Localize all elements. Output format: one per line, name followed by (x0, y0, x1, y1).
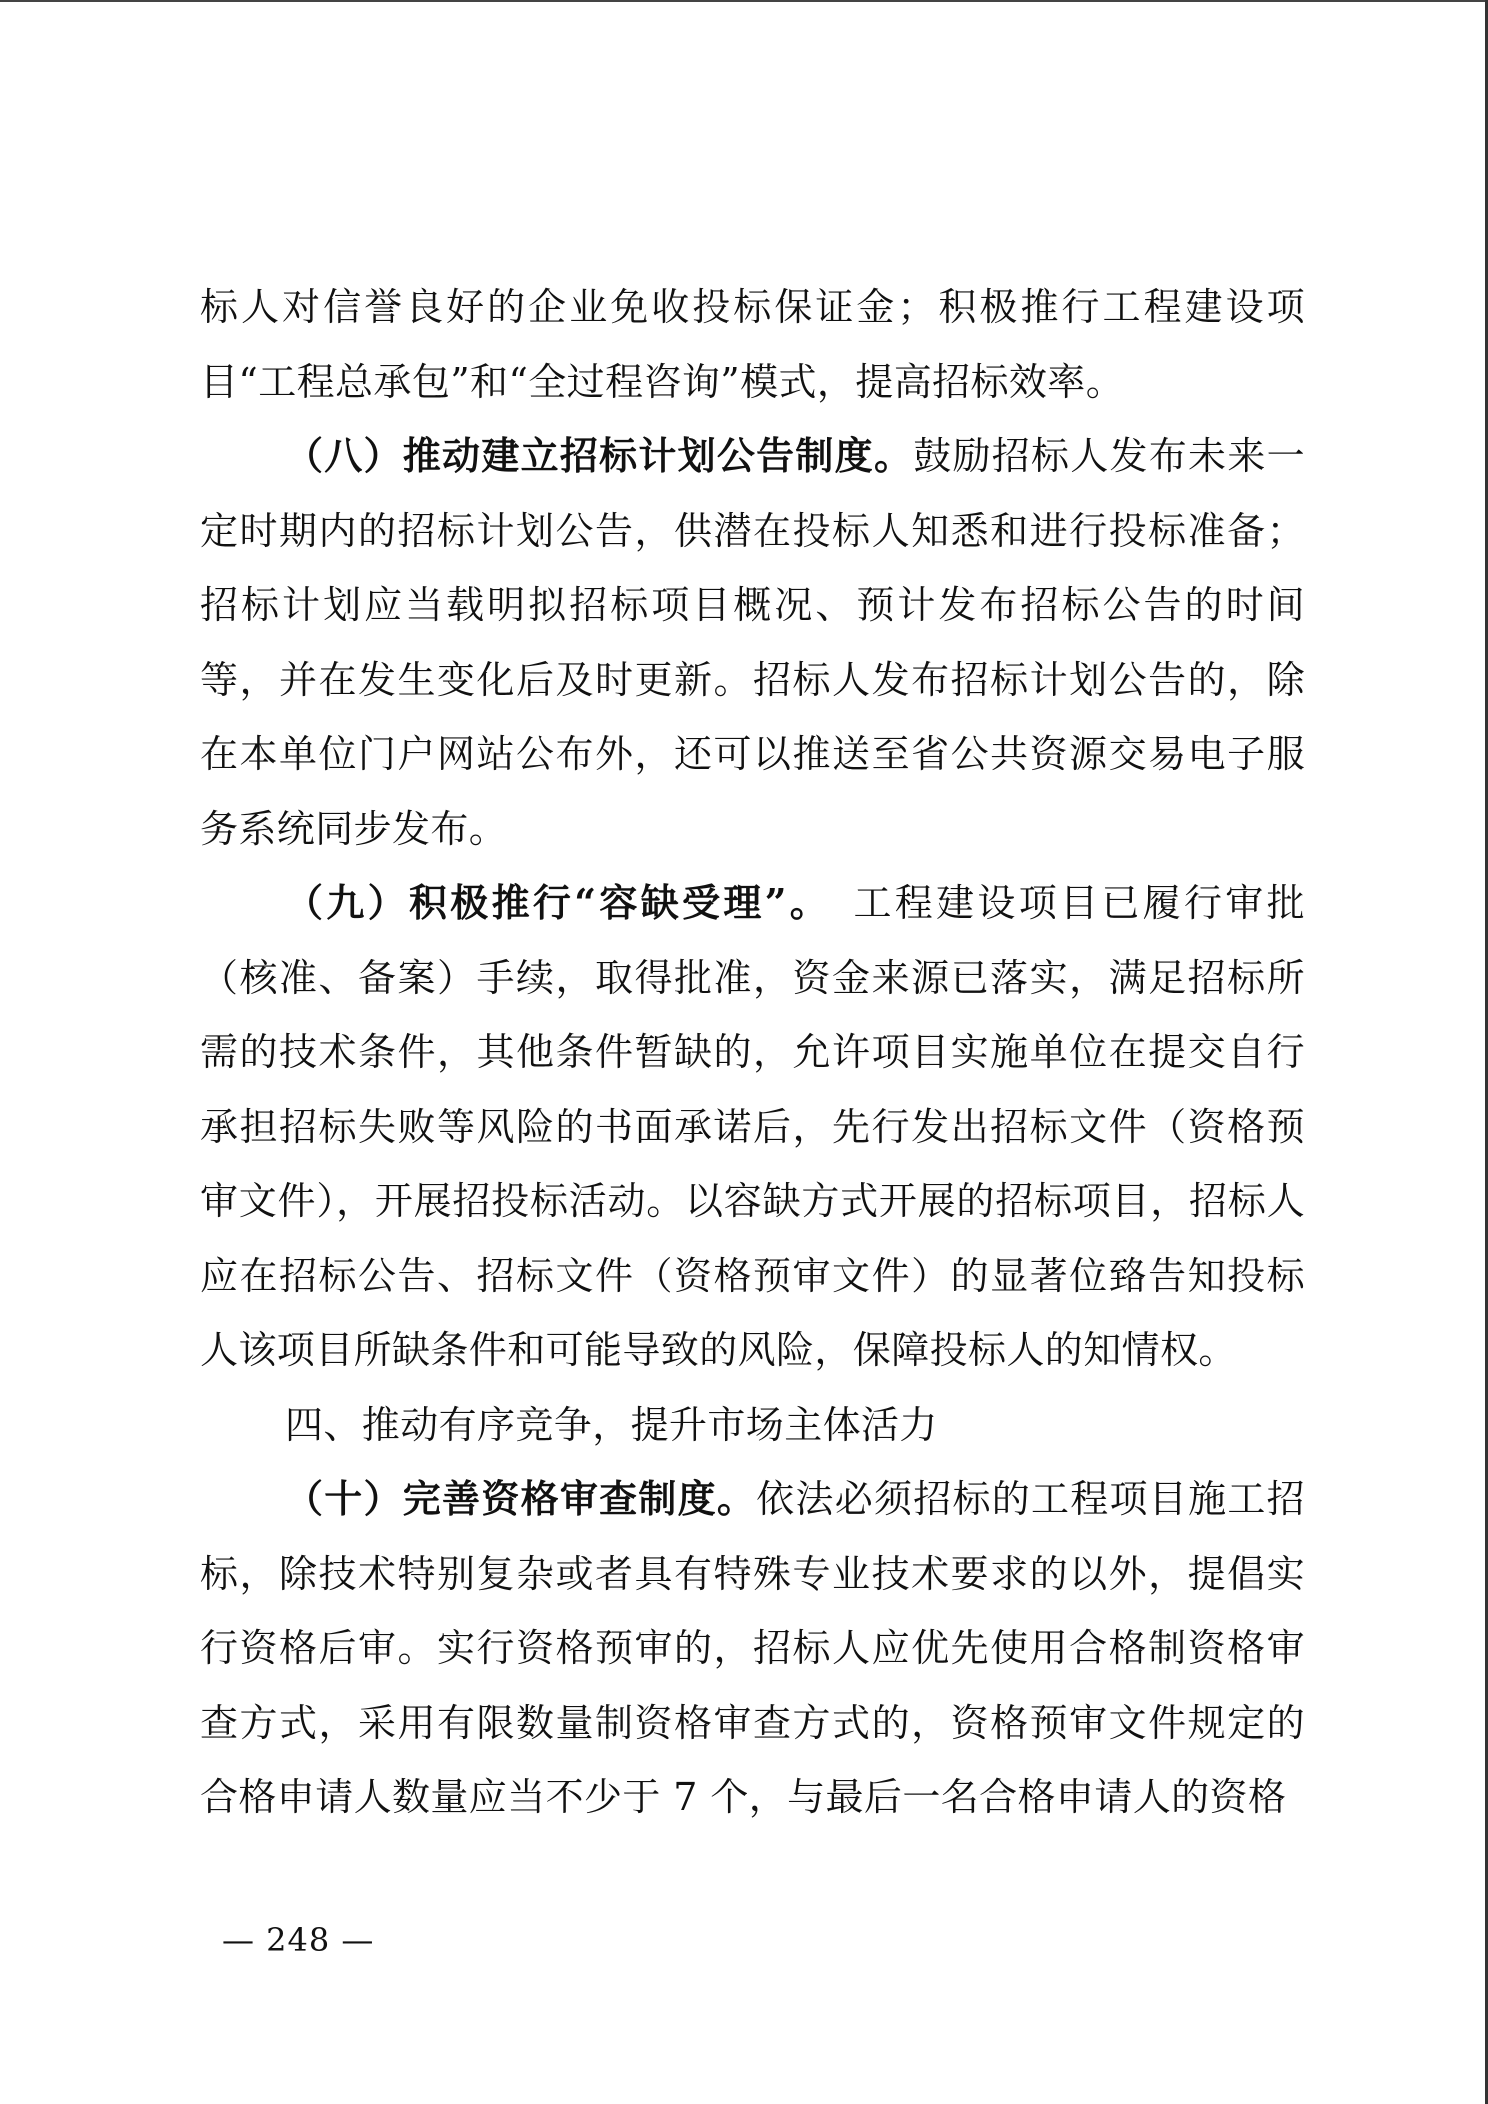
section-heading: （十）完善资格审查制度。 (285, 1476, 757, 1521)
document-body (200, 270, 1305, 1835)
paragraph (200, 270, 1305, 419)
page-number: — 248 — (222, 1921, 375, 1959)
paragraph (200, 1462, 1305, 1835)
paragraph (200, 866, 1305, 1388)
paragraph-text: 鼓励招标人发布未来一定时期内的招标计划公告，供潜在投标人知悉和进行投标准备；招标计划应当载明拟招标项目概况、预计发布招标公告的时间等，并在发生变化后及时更新。招标人发布招标计划公告的，除在本单位门户网站公布外，还可以推送至省公共资源交易电子服务系统同步发布。 (200, 434, 1305, 851)
section-heading: （八）推动建立招标计划公告制度。 (285, 433, 914, 478)
paragraph-text: 工程建设项目已履行审批（核准、备案）手续，取得批准，资金来源已落实，满足招标所需的技术条件，其他条件暂缺的，允许项目实施单位在提交自行承担招标失败等风险的书面承诺后，先行发出招标文件（资格预审文件），开展招投标活动。以容缺方式开展的招标项目，招标人应在招标公告、招标文件（资格预审文件）的显著位臵告知投标人该项目所缺条件和可能导致的风险，保障投标人的知情权。 (200, 881, 1305, 1372)
paragraph-text: 依法必须招标的工程项目施工招标，除技术特别复杂或者具有特殊专业技术要求的以外，提倡实行资格后审。实行资格预审的，招标人应优先使用合格制资格审查方式，采用有限数量制资格审查方式的，资格预审文件规定的合格申请人数量应当不少于 7 个，与最后一名合格申请人的资格 (200, 1477, 1305, 1819)
section-heading: （九）积极推行“容缺受理”。 (285, 880, 813, 925)
paragraph-text: 标人对信誉良好的企业免收投标保证金；积极推行工程建设项目“工程总承包”和“全过程咨询”模式，提高招标效率。 (200, 285, 1305, 404)
chapter-heading (200, 1388, 1305, 1463)
paragraph (200, 419, 1305, 866)
page-top-edge (0, 0, 1488, 2)
paragraph-text: 四、推动有序竞争，提升市场主体活力 (285, 1402, 938, 1447)
